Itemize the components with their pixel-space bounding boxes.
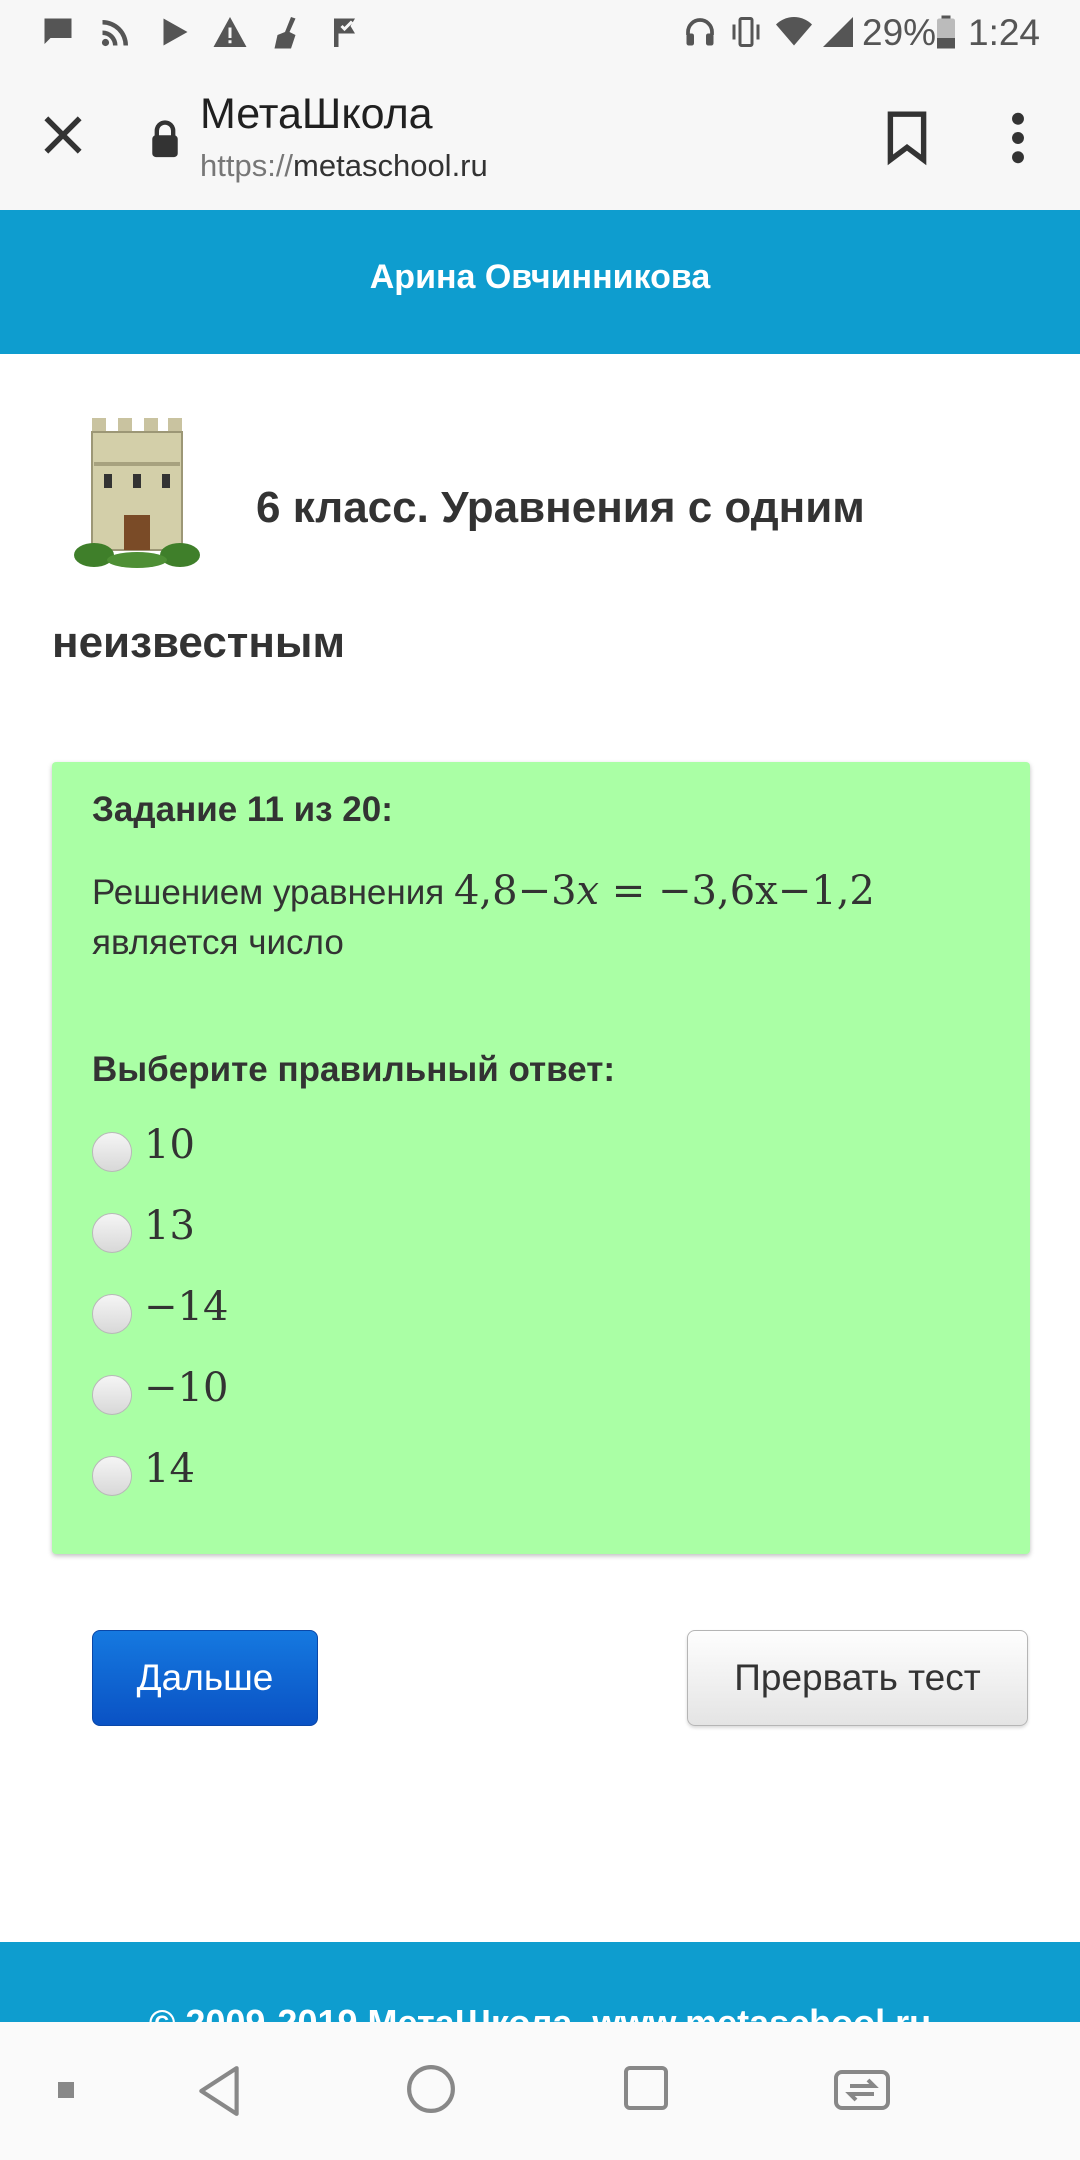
more-menu-icon[interactable]: [1000, 110, 1036, 166]
signal-icon: [820, 14, 856, 50]
answer-option-label: 13: [144, 1203, 195, 1249]
system-nav-bar: [0, 2022, 1080, 2160]
equation: 4,8−3x = −3,6x−1,2: [453, 868, 875, 914]
battery-percent: 29%: [862, 12, 937, 53]
answer-option-label: 10: [144, 1122, 195, 1168]
site-title: МетаШкола: [200, 90, 433, 138]
radio-button[interactable]: [92, 1375, 132, 1415]
lock-icon: [150, 118, 180, 158]
headset-icon: [682, 14, 718, 50]
radio-button[interactable]: [92, 1213, 132, 1253]
answer-option-label: −10: [144, 1365, 229, 1411]
question-suffix: является число: [92, 923, 344, 962]
site-footer: [0, 1942, 1080, 2022]
dot-icon[interactable]: [58, 2082, 74, 2098]
home-icon[interactable]: [406, 2064, 456, 2114]
rss-icon: [98, 14, 134, 50]
user-name[interactable]: Арина Овчинникова: [369, 258, 711, 296]
vibrate-icon: [728, 14, 764, 50]
close-icon[interactable]: [38, 110, 88, 160]
battery-icon: [932, 14, 960, 50]
message-icon: [40, 14, 76, 50]
next-button[interactable]: Дальше: [92, 1630, 318, 1726]
broom-icon: [270, 14, 306, 50]
check-flag-icon: [328, 14, 364, 50]
page-title: 6 класс. Уравнения с одним неизвестным: [52, 483, 865, 667]
choose-answer-label: Выберите правильный ответ:: [92, 1050, 616, 1089]
question-text: [92, 866, 992, 968]
switch-apps-icon[interactable]: [832, 2064, 892, 2112]
radio-button[interactable]: [92, 1132, 132, 1172]
play-icon: [156, 14, 192, 50]
browser-toolbar: [0, 66, 1080, 210]
clock: 1:24: [968, 12, 1041, 53]
site-header: [0, 210, 1080, 354]
question-prefix: Решением уравнения: [92, 873, 445, 912]
url-scheme: https://: [200, 148, 294, 183]
recents-icon[interactable]: [622, 2064, 670, 2112]
status-bar: [0, 0, 1080, 66]
abort-test-button[interactable]: Прервать тест: [687, 1630, 1028, 1726]
url-host: metaschool.ru: [293, 148, 488, 183]
wifi-icon: [776, 14, 812, 50]
back-icon[interactable]: [195, 2064, 245, 2118]
answer-option-label: 14: [144, 1446, 195, 1492]
task-number: Задание 11 из 20:: [92, 790, 393, 829]
site-url[interactable]: [200, 148, 488, 184]
radio-button[interactable]: [92, 1456, 132, 1496]
bookmark-icon[interactable]: [885, 110, 929, 164]
radio-button[interactable]: [92, 1294, 132, 1334]
warning-icon: [212, 14, 248, 50]
answer-option-label: −14: [144, 1284, 229, 1330]
task-card: [52, 762, 1030, 1554]
